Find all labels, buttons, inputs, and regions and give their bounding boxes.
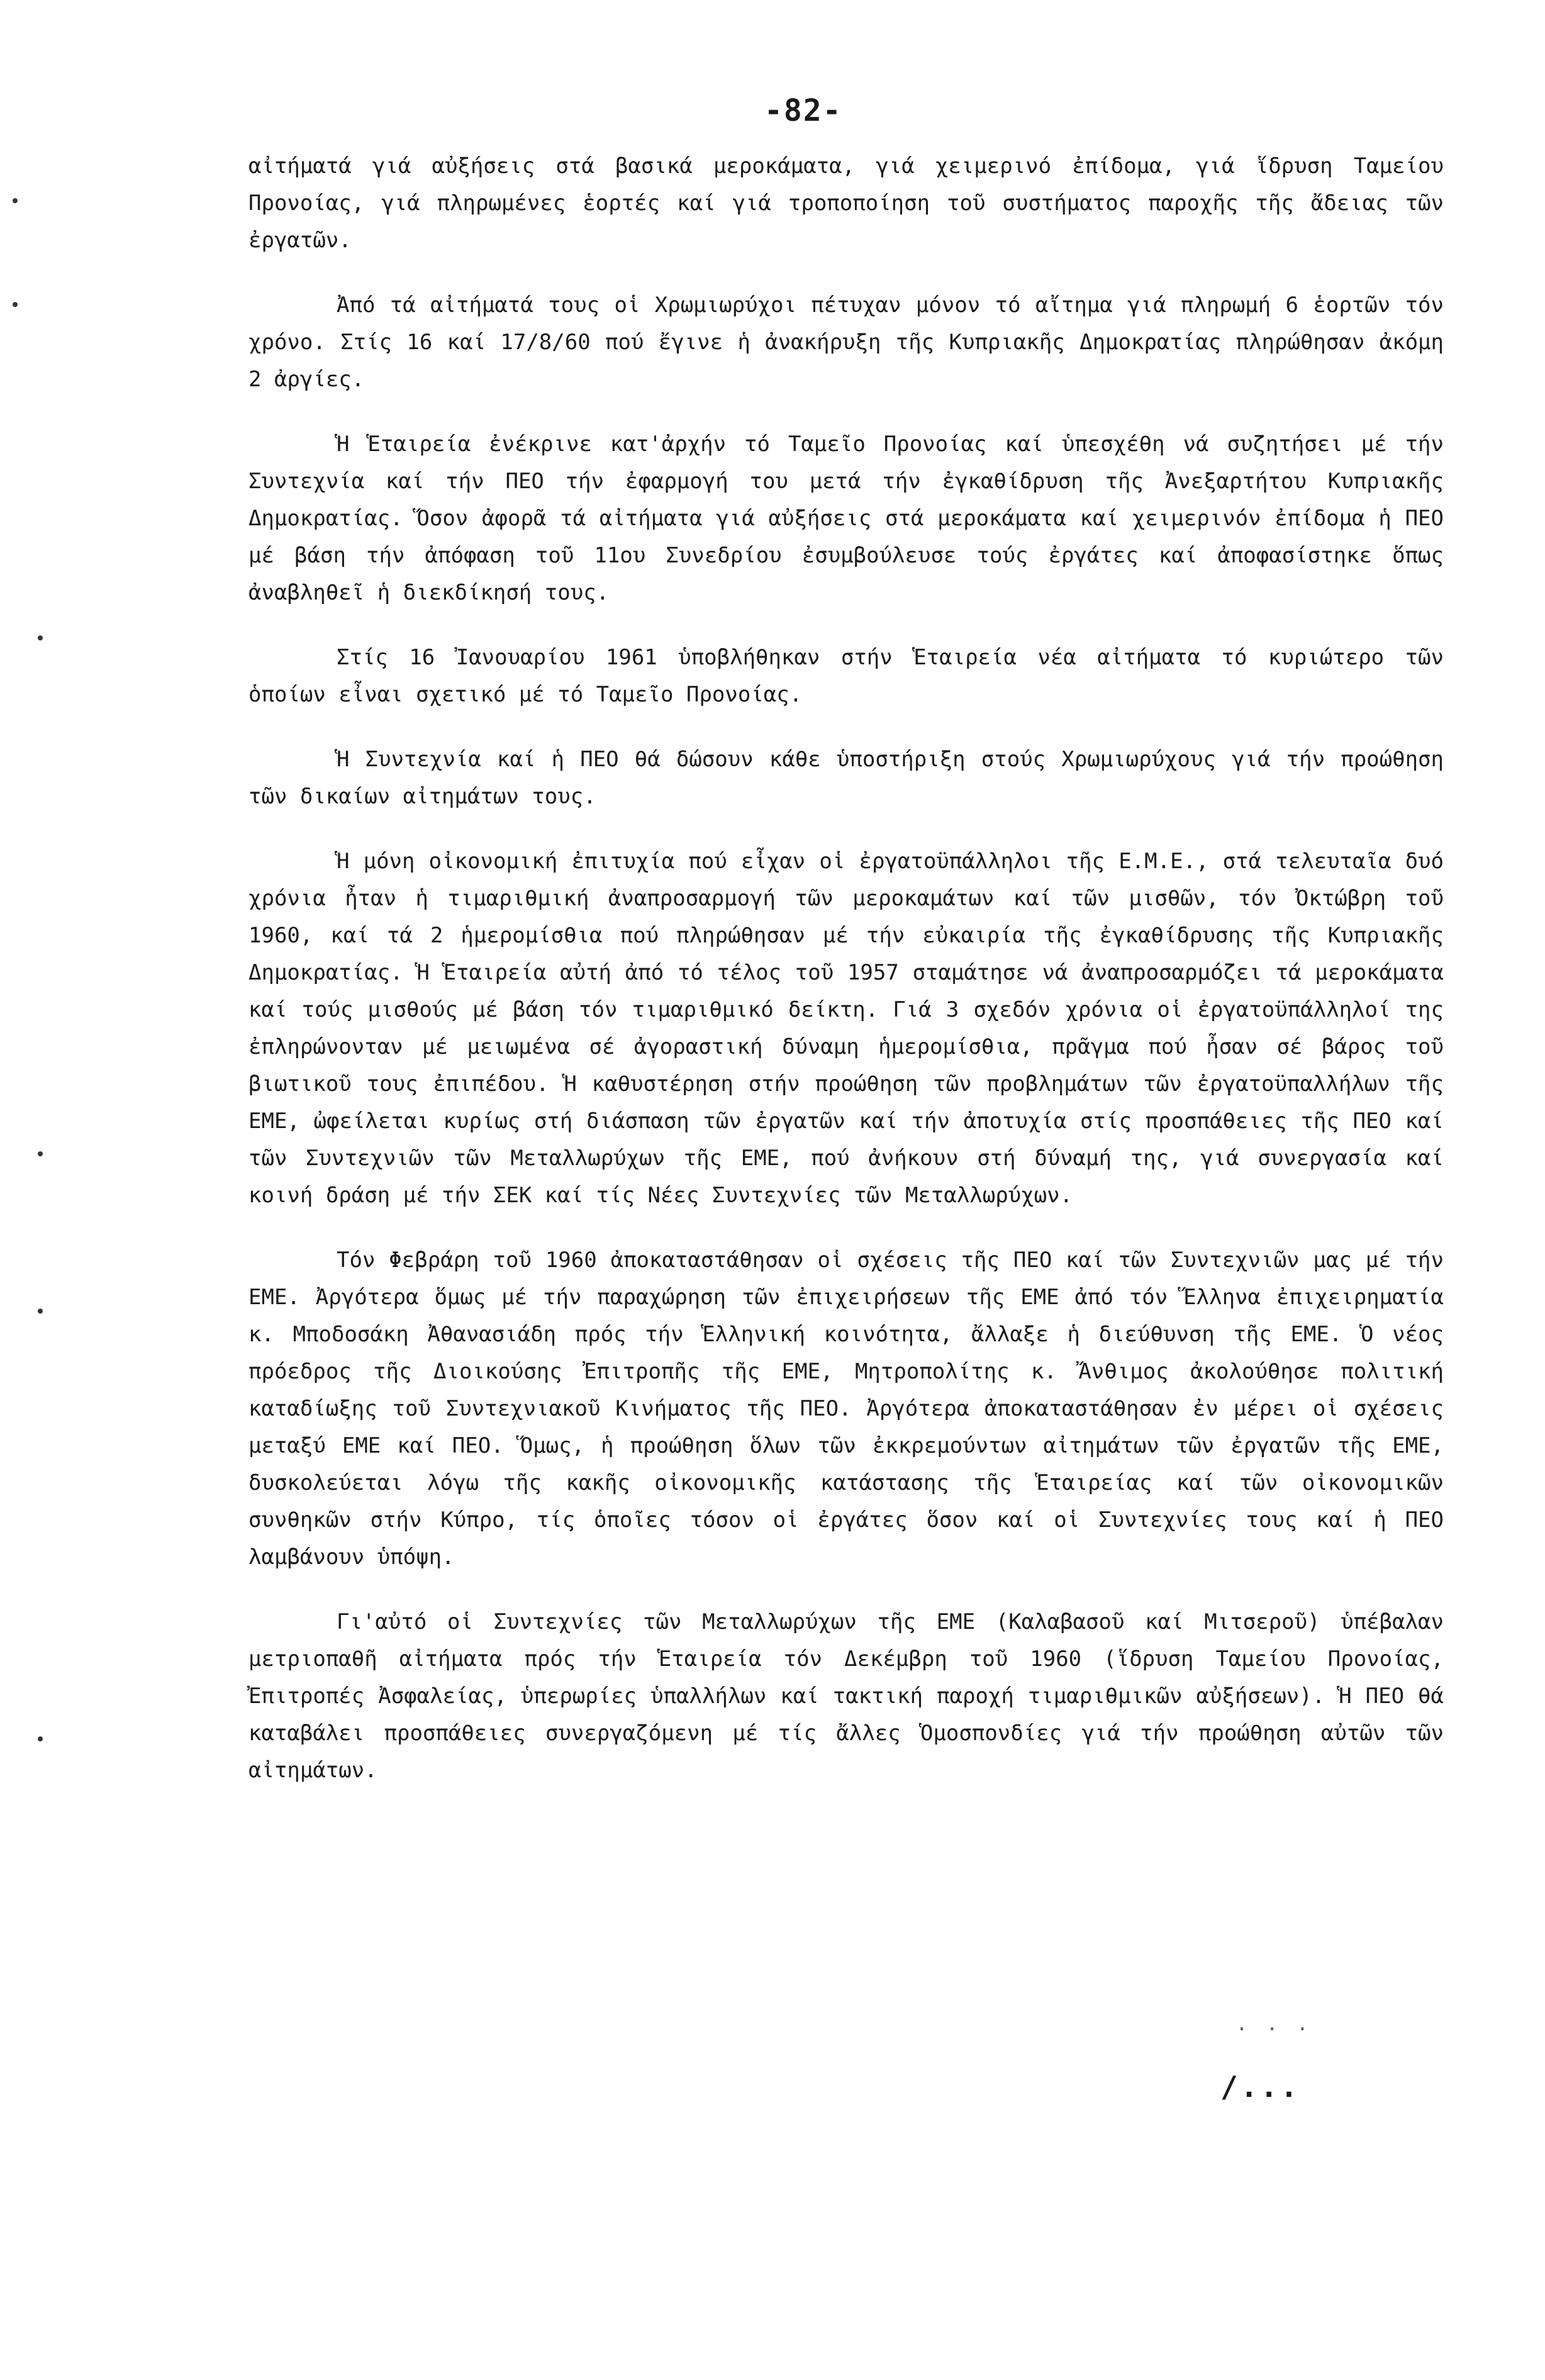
paragraph-1: αἰτήματά γιά αὐξήσεις στά βασικά μεροκάματα, γιά χειμερινό ἐπίδομα, γιά ἵδρυση Ταμείου Προνοίας, γιά πληρωμένες ἑορτές καί γιά τροποποίηση τοῦ συστήματος παροχῆς τῆς ἄδειας τῶν ἐργατῶν. (248, 154, 1444, 253)
margin-speck (38, 1309, 43, 1314)
margin-speck (13, 198, 18, 203)
margin-speck (38, 1151, 43, 1156)
body-text (248, 148, 1444, 1817)
margin-speck (38, 635, 43, 640)
margin-speck (38, 1736, 43, 1741)
continuation-mark: /... (1220, 2070, 1300, 2104)
paragraph-5: Ἡ Συντεχνία καί ἡ ΠΕΟ θά δώσουν κάθε ὑποστήριξη στούς Χρωμιωρύχους γιά τήν προώθηση τῶν δικαίων αἰτημάτων τους. (248, 747, 1444, 809)
paragraph-8: Γι'αὐτό οἱ Συντεχνίες τῶν Μεταλλωρύχων τῆς ΕΜΕ (Καλαβασοῦ καί Μιτσεροῦ) ὑπέβαλαν μετριοπαθῆ αἰτήματα πρός τήν Ἑταιρεία τόν Δεκέμβρη τοῦ 1960 (ἵδρυση Ταμείου Προνοίας, Ἐπιτροπές Ἀσφαλείας, ὑπερωρίες ὑπαλλήλων καί τακτική παροχή τιμαριθμικῶν αὐξήσεων). Ἡ ΠΕΟ θά καταβάλει προσπάθειες συνεργαζόμενη μέ τίς ἄλλες Ὁμοσπονδίες γιά τήν προώθηση αὐτῶν τῶν αἰτημάτων. (248, 1609, 1444, 1783)
paragraph-6: Ἡ μόνη οἰκονομική ἐπιτυχία πού εἶχαν οἱ ἐργατοϋπάλληλοι τῆς Ε.Μ.Ε., στά τελευταῖα δυό χρόνια ἦταν ἡ τιμαριθμική ἀναπροσαρμογή τῶν μεροκαμάτων καί τῶν μισθῶν, τόν Ὀκτώβρη τοῦ 1960, καί τά 2 ἡμερομίσθια πού πληρώθησαν μέ τήν εὐκαιρία τῆς ἐγκαθίδρυσης τῆς Κυπριακῆς Δημοκρατίας. Ἡ Ἑταιρεία αὐτή ἀπό τό τέλος τοῦ 1957 σταμάτησε νά ἀναπροσαρμόζει τά μεροκάματα καί τούς μισθούς μέ βάση τόν τιμαριθμικό δείκτη. Γιά 3 σχεδόν χρόνια οἱ ἐργατοϋπάλληλοί της ἐπληρώνονταν μέ μειωμένα σέ ἀγοραστική δύναμη ἡμερομίσθια, πρᾶγμα πού ἦσαν σέ βάρος τοῦ βιωτικοῦ τους ἐπιπέδου. Ἡ καθυστέρηση στήν προώθηση τῶν προβλημάτων τῶν ἐργατοϋπαλλήλων τῆς ΕΜΕ, ὠφείλεται κυρίως στή διάσπαση τῶν ἐργατῶν καί τήν ἀποτυχία στίς προσπάθειες τῆς ΠΕΟ καί τῶν Συντεχνιῶν τῶν Μεταλλωρύχων τῆς ΕΜΕ, πού ἀνήκουν στή δύναμή της, γιά συνεργασία καί κοινή δράση μέ τήν ΣΕΚ καί τίς Νέες Συντεχνίες τῶν Μεταλλωρύχων. (248, 849, 1444, 1208)
paragraph-4: Στίς 16 Ἰανουαρίου 1961 ὑποβλήθηκαν στήν Ἑταιρεία νέα αἰτήματα τό κυριώτερο τῶν ὁποίων εἶναι σχετικό μέ τό Ταμεῖο Προνοίας. (248, 645, 1444, 707)
paragraph-3: Ἡ Ἑταιρεία ἐνέκρινε κατ'ἀρχήν τό Ταμεῖο Προνοίας καί ὑπεσχέθη νά συζητήσει μέ τήν Συντεχνία καί τήν ΠΕΟ τήν ἐφαρμογή του μετά τήν ἐγκαθίδρυση τῆς Ἀνεξαρτήτου Κυπριακῆς Δημοκρατίας. Ὅσον ἀφορᾶ τά αἰτήματα γιά αὐξήσεις στά μεροκάματα καί χειμερινόν ἐπίδομα ἡ ΠΕΟ μέ βάση τήν ἀπόφαση τοῦ 11ου Συνεδρίου ἐσυμβούλευσε τούς ἐργάτες καί ἀποφασίστηκε ὅπως ἀναβληθεῖ ἡ διεκδίκησή τους. (248, 432, 1444, 605)
paragraph-7: Τόν Φεβράρη τοῦ 1960 ἀποκαταστάθησαν οἱ σχέσεις τῆς ΠΕΟ καί τῶν Συντεχνιῶν μας μέ τήν ΕΜΕ. Ἀργότερα ὅμως μέ τήν παραχώρηση τῶν ἐπιχειρήσεων τῆς ΕΜΕ ἀπό τόν Ἕλληνα ἐπιχειρηματία κ. Μποδοσάκη Ἀθανασιάδη πρός τήν Ἑλληνική κοινότητα, ἄλλαξε ἡ διεύθυνση τῆς ΕΜΕ. Ὁ νέος πρόεδρος τῆς Διοικούσης Ἐπιτροπῆς τῆς ΕΜΕ, Μητροπολίτης κ. Ἄνθιμος ἀκολούθησε πολιτική καταδίωξης τοῦ Συντεχνιακοῦ Κινήματος τῆς ΠΕΟ. Ἀργότερα ἀποκαταστάθησαν ἐν μέρει οἱ σχέσεις μεταξύ ΕΜΕ καί ΠΕΟ. Ὅμως, ἡ προώθηση ὅλων τῶν ἐκκρεμούντων αἰτημάτων τῶν ἐργατῶν τῆς ΕΜΕ, δυσκολεύεται λόγω τῆς κακῆς οἰκονομικῆς κατάστασης τῆς Ἑταιρείας καί τῶν οἰκονομικῶν συνθηκῶν στήν Κύπρο, τίς ὁποῖες τόσον οἱ ἐργάτες ὅσον καί οἱ Συντεχνίες τους καί ἡ ΠΕΟ λαμβάνουν ὑπόψη. (248, 1248, 1444, 1570)
page-number: -82- (764, 93, 842, 128)
paragraph-2: Ἀπό τά αἰτήματά τους οἱ Χρωμιωρύχοι πέτυχαν μόνον τό αἴτημα γιά πληρωμή 6 ἑορτῶν τόν χρόνο. Στίς 16 καί 17/8/60 πού ἔγινε ἡ ἀνακήρυξη τῆς Κυπριακῆς Δημοκρατίας πληρώθησαν ἀκόμη 2 ἀργίες. (248, 293, 1444, 392)
margin-speck (13, 302, 18, 307)
continuation-dots: . . . (1236, 2013, 1312, 2035)
